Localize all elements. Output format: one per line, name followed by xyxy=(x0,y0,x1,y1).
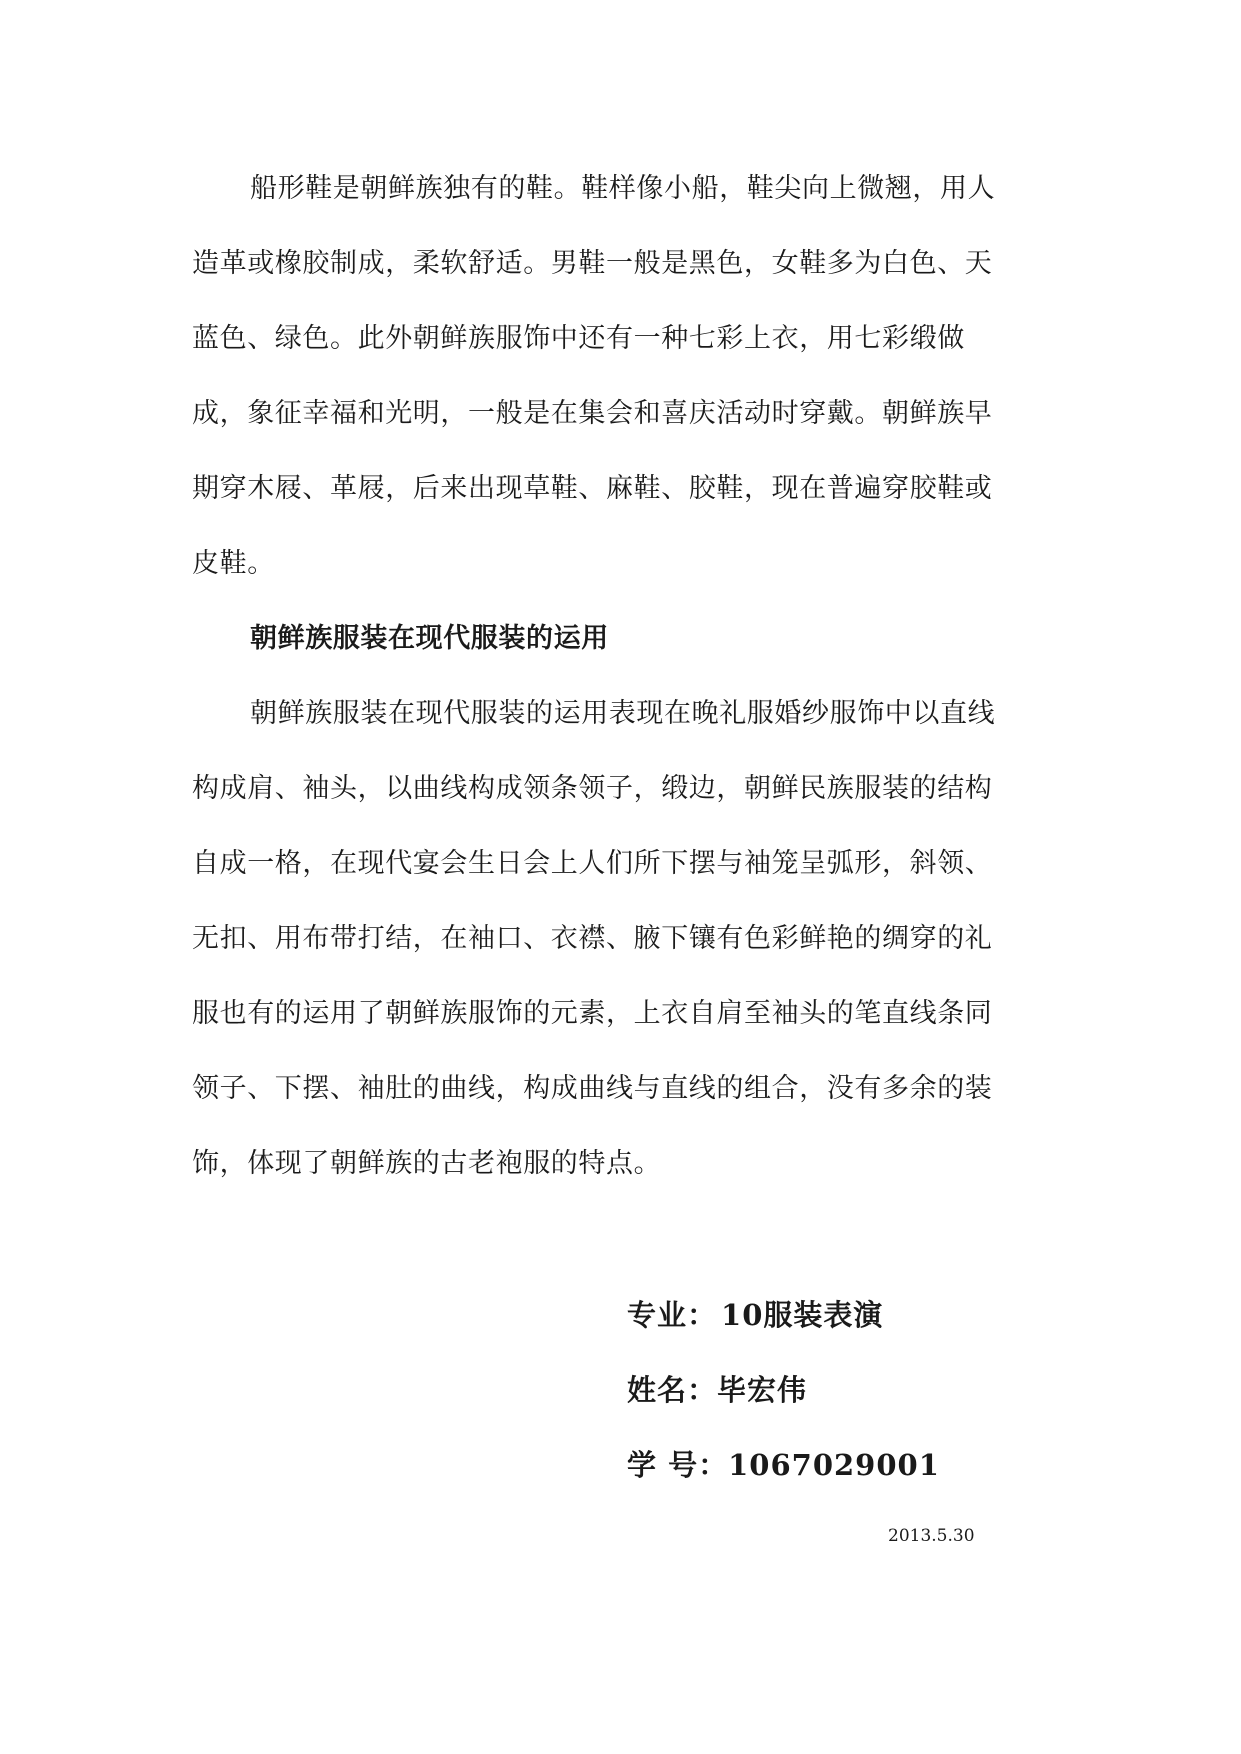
paragraph-line: 饰，体现了朝鲜族的古老袍服的特点。 xyxy=(192,1148,662,1179)
major-value: 10服装表演 xyxy=(721,1298,884,1332)
paragraph-line: 造革或橡胶制成，柔软舒适。男鞋一般是黑色，女鞋多为白色、天 xyxy=(192,248,993,279)
student-id-row xyxy=(627,1447,940,1483)
student-id-label: 学 号： xyxy=(627,1448,729,1482)
section-heading: 朝鲜族服装在现代服装的运用 xyxy=(250,623,609,654)
name-value: 毕宏伟 xyxy=(717,1373,808,1407)
paragraph-line: 自成一格，在现代宴会生日会上人们所下摆与袖笼呈弧形，斜领、 xyxy=(192,848,993,879)
paragraph-line: 无扣、用布带打结，在袖口、衣襟、腋下镶有色彩鲜艳的绸穿的礼 xyxy=(192,923,993,954)
date-text: 2013.5.30 xyxy=(888,1526,975,1546)
major-label: 专业： xyxy=(627,1298,718,1332)
paragraph-line: 蓝色、绿色。此外朝鲜族服饰中还有一种七彩上衣，用七彩缎做 xyxy=(192,323,965,354)
paragraph-line: 期穿木屐、革屐，后来出现草鞋、麻鞋、胶鞋，现在普遍穿胶鞋或 xyxy=(192,473,993,504)
paragraph-line: 船形鞋是朝鲜族独有的鞋。鞋样像小船，鞋尖向上微翘，用人 xyxy=(250,173,996,204)
major-row xyxy=(627,1297,883,1333)
paragraph-line: 构成肩、袖头，以曲线构成领条领子，缎边，朝鲜民族服装的结构 xyxy=(192,773,993,804)
student-id-value: 1067029001 xyxy=(728,1448,940,1482)
paragraph-line: 成，象征幸福和光明，一般是在集会和喜庆活动时穿戴。朝鲜族早 xyxy=(192,398,993,429)
paragraph-line: 服也有的运用了朝鲜族服饰的元素，上衣自肩至袖头的笔直线条同 xyxy=(192,998,993,1029)
name-row xyxy=(627,1372,807,1408)
paragraph-line: 皮鞋。 xyxy=(192,548,275,579)
name-label: 姓名： xyxy=(627,1373,718,1407)
paragraph-line: 领子、下摆、袖肚的曲线，构成曲线与直线的组合，没有多余的装 xyxy=(192,1073,993,1104)
paragraph-line: 朝鲜族服装在现代服装的运用表现在晚礼服婚纱服饰中以直线 xyxy=(250,698,996,729)
